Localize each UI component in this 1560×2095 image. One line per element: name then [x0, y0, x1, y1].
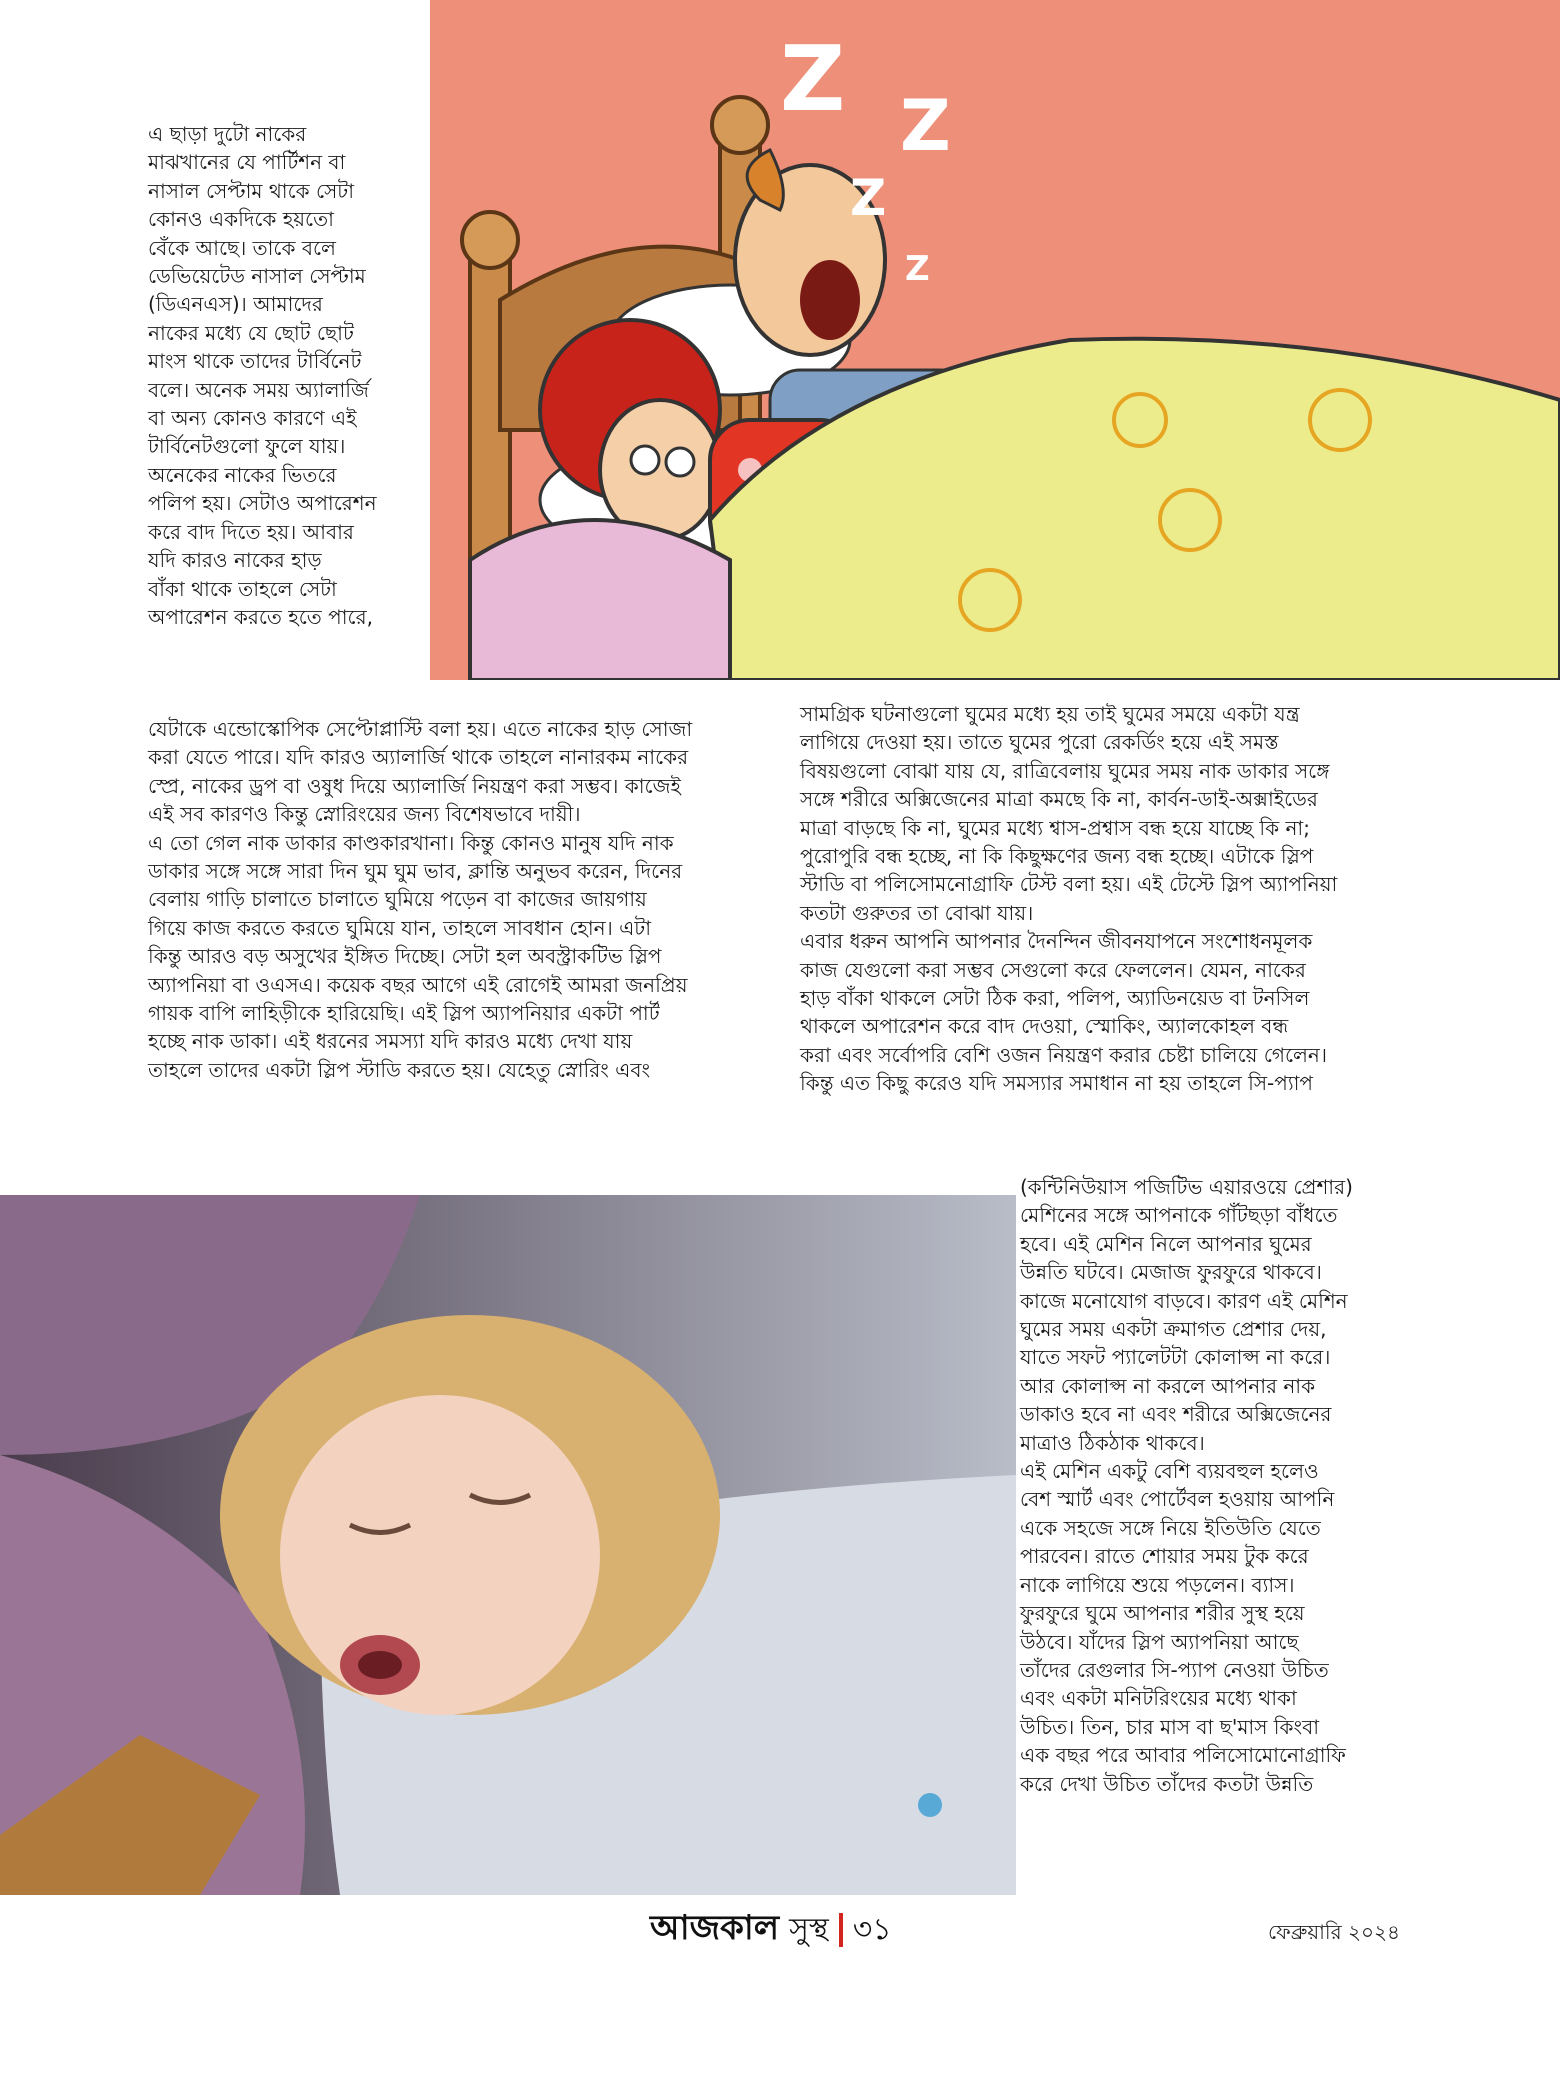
article-line: নাকের মধ্যে যে ছোট ছোট — [148, 320, 354, 345]
article-line: অপারেশন করতে হতে পারে, — [148, 604, 373, 629]
zzz-letter: Z — [780, 27, 846, 132]
article-line: কিন্তু আরও বড় অসুখের ইঙ্গিত দিচ্ছে। সেটা হল অবস্ট্রাকটিভ স্লিপ — [148, 944, 662, 969]
article-line: মাংস থাকে তাদের টার্বিনেট — [148, 349, 362, 374]
article-line: উচিত। তিন, চার মাস বা ছ'মাস কিংবা — [1020, 1714, 1320, 1739]
article-line: ঘুমের সময় একটা ক্রমাগত প্রেশার দেয়, — [1020, 1317, 1327, 1342]
article-line: করা যেতে পারে। যদি কারও অ্যালার্জি থাকে তাহলে নানারকম নাকের — [148, 745, 689, 770]
article-line: করে বাদ দিতে হয়। আবার — [148, 519, 354, 544]
article-line: হাড় বাঁকা থাকলে সেটা ঠিক করা, পলিপ, অ্যাডিনয়েড বা টনসিল — [800, 986, 1310, 1011]
article-column-mid-left — [148, 715, 773, 1084]
article-line: মেশিনের সঙ্গে আপনাকে গাঁটছড়া বাঁধতে — [1020, 1203, 1338, 1228]
article-line: (ডিএনএস)। আমাদের — [148, 292, 323, 317]
article-line: আর কোলাপ্স না করলে আপনার নাক — [1020, 1373, 1316, 1398]
article-line: গিয়ে কাজ করতে করতে ঘুমিয়ে যান, তাহলে সাবধান হোন। এটা — [148, 915, 652, 940]
article-column-right-bottom — [1020, 1173, 1420, 1798]
zzz-letter: Z — [905, 249, 930, 289]
article-line: এই মেশিন একটু বেশি ব্যয়বহুল হলেও — [1020, 1459, 1319, 1484]
sleeping-child-photo — [0, 1195, 1016, 1895]
article-line: তাঁদের রেগুলার সি-প্যাপ নেওয়া উচিত — [1020, 1657, 1329, 1682]
article-line: লাগিয়ে দেওয়া হয়। তাতে ঘুমের পুরো রেকর্ডিং হয়ে এই সমস্ত — [800, 730, 1279, 755]
snoring-cartoon-illustration — [430, 0, 1560, 680]
article-line: অ্যাপনিয়া বা ওএসএ। কয়েক বছর আগে এই রোগেই আমরা জনপ্রিয় — [148, 972, 688, 997]
article-line: কোনও একদিকে হয়তো — [148, 207, 334, 232]
article-line: একে সহজে সঙ্গে নিয়ে ইতিউতি যেতে — [1020, 1515, 1321, 1540]
article-column-top-left — [148, 120, 438, 631]
article-line: টার্বিনেটগুলো ফুলে যায়। — [148, 434, 346, 459]
article-line: করে দেখা উচিত তাঁদের কতটা উন্নতি — [1020, 1771, 1314, 1796]
zzz-letter: Z — [850, 169, 887, 227]
footer-brand — [650, 1907, 892, 1950]
article-line: করা এবং সর্বোপরি বেশি ওজন নিয়ন্ত্রণ করার চেষ্টা চালিয়ে গেলেন। — [800, 1042, 1327, 1067]
article-line: এবং একটা মনিটরিংয়ের মধ্যে থাকা — [1020, 1686, 1297, 1711]
article-line: অনেকের নাকের ভিতরে — [148, 462, 337, 487]
article-line: হবে। এই মেশিন নিলে আপনার ঘুমের — [1020, 1231, 1312, 1256]
article-line: বিষয়গুলো বোঝা যায় যে, রাত্রিবেলায় ঘুমের সময় নাক ডাকার সঙ্গে — [800, 758, 1330, 783]
article-line: ডাকাও হবে না এবং শরীরে অক্সিজেনের — [1020, 1402, 1332, 1427]
article-line: সামগ্রিক ঘটনাগুলো ঘুমের মধ্যে হয় তাই ঘুমের সময়ে একটা যন্ত্র — [800, 702, 1300, 726]
article-line: কতটা গুরুতর তা বোঝা যায়। — [800, 900, 1034, 925]
article-line: এই সব কারণও কিন্তু স্নোরিংয়ের জন্য বিশেষভাবে দায়ী। — [148, 802, 581, 827]
article-line: বলে। অনেক সময় অ্যালার্জি — [148, 377, 369, 402]
article-line: যেটাকে এন্ডোস্কোপিক সেপ্টোপ্লাস্টি বলা হয়। এতে নাকের হাড় সোজা — [148, 717, 693, 741]
article-line: যাতে সফট প্যালেটটা কোলাপ্স না করে। — [1020, 1345, 1331, 1370]
article-line: ফুরফুরে ঘুমে আপনার শরীর সুস্থ হয়ে — [1020, 1601, 1305, 1626]
article-line: পুরোপুরি বন্ধ হচ্ছে, না কি কিছুক্ষণের জন্য বন্ধ হচ্ছে। এটাকে স্লিপ — [800, 844, 1314, 869]
zzz-letter: Z — [900, 85, 951, 167]
article-line: স্প্রে, নাকের ড্রপ বা ওষুধ দিয়ে অ্যালার্জি নিয়ন্ত্রণ করা সম্ভব। কাজেই — [148, 773, 681, 798]
issue-date: ফেব্রুয়ারি ২০২৪ — [1267, 1920, 1400, 1944]
article-line: পারবেন। রাতে শোয়ার সময় টুক করে — [1020, 1544, 1309, 1569]
article-line: কাজে মনোযোগ বাড়বে। কারণ এই মেশিন — [1020, 1288, 1348, 1313]
article-line: বা অন্য কোনও কারণে এই — [148, 406, 357, 431]
article-line: (কন্টিনিউয়াস পজিটিভ এয়ারওয়ে প্রেশার) — [1020, 1175, 1353, 1199]
article-line: মাত্রাও ঠিকঠাক থাকবে। — [1020, 1430, 1205, 1455]
article-line: নাকে লাগিয়ে শুয়ে পড়লেন। ব্যাস। — [1020, 1572, 1295, 1597]
footer-divider — [839, 1913, 843, 1947]
article-line: এক বছর পরে আবার পলিসোমোনোগ্রাফি — [1020, 1743, 1346, 1768]
article-line: কিন্তু এত কিছু করেও যদি সমস্যার সমাধান না হয় তাহলে সি-প্যাপ — [800, 1071, 1314, 1096]
article-line: বাঁকা থাকে তাহলে সেটা — [148, 576, 337, 601]
article-line: মাঝখানের যে পার্টিশন বা — [148, 150, 346, 175]
article-line: বেশ স্মার্ট এবং পোর্টেবল হওয়ায় আপনি — [1020, 1487, 1335, 1512]
article-line: বেঁকে আছে। তাকে বলে — [148, 235, 336, 260]
article-line: উন্নতি ঘটবে। মেজাজ ফুরফুরে থাকবে। — [1020, 1260, 1322, 1285]
article-line: এ ছাড়া দুটো নাকের — [148, 122, 307, 146]
article-line: থাকলে অপারেশন করে বাদ দেওয়া, স্মোকিং, অ্যালকোহল বন্ধ — [800, 1014, 1289, 1039]
article-line: মাত্রা বাড়ছে কি না, ঘুমের মধ্যে শ্বাস-প্রশ্বাস বন্ধ হয়ে যাচ্ছে কি না; — [800, 815, 1310, 840]
article-line: বেলায় গাড়ি চালাতে চালাতে ঘুমিয়ে পড়েন বা কাজের জায়গায় — [148, 887, 647, 912]
article-line: কাজ যেগুলো করা সম্ভব সেগুলো করে ফেললেন। যেমন, নাকের — [800, 957, 1306, 982]
article-line: এবার ধরুন আপনি আপনার দৈনন্দিন জীবনযাপনে সংশোধনমূলক — [800, 929, 1313, 954]
article-line: গায়ক বাপি লাহিড়ীকে হারিয়েছি। এই স্লিপ অ্যাপনিয়ার একটা পার্ট — [148, 1001, 660, 1026]
article-line: ডাকার সঙ্গে সঙ্গে সারা দিন ঘুম ঘুম ভাব, ক্লান্তি অনুভব করেন, দিনের — [148, 859, 683, 884]
magazine-sub-logo: সুস্থ — [789, 1911, 829, 1947]
article-line: ডেভিয়েটেড নাসাল সেপ্টাম — [148, 264, 366, 289]
article-line: স্টাডি বা পলিসোমনোগ্রাফি টেস্ট বলা হয়। এই টেস্টে স্লিপ অ্যাপনিয়া — [800, 872, 1338, 897]
article-line: উঠবে। যাঁদের স্লিপ অ্যাপনিয়া আছে — [1020, 1629, 1299, 1654]
article-line: নাসাল সেপ্টাম থাকে সেটা — [148, 178, 354, 203]
article-line: তাহলে তাদের একটা স্লিপ স্টাডি করতে হয়। যেহেতু স্নোরিং এবং — [148, 1057, 651, 1082]
article-line: সঙ্গে শরীরে অক্সিজেনের মাত্রা কমছে কি না, কার্বন-ডাই-অক্সাইডের — [800, 787, 1318, 812]
article-line: এ তো গেল নাক ডাকার কাণ্ডকারখানা। কিন্তু কোনও মানুষ যদি নাক — [148, 830, 674, 855]
article-line: হচ্ছে নাক ডাকা। এই ধরনের সমস্যা যদি কারও মধ্যে দেখা যায় — [148, 1029, 633, 1054]
page-number: ৩১ — [852, 1911, 892, 1947]
article-column-right-top — [800, 700, 1400, 1098]
magazine-logo: আজকাল — [650, 1907, 780, 1948]
article-line: পলিপ হয়। সেটাও অপারেশন — [148, 491, 377, 516]
article-line: যদি কারও নাকের হাড় — [148, 548, 322, 573]
